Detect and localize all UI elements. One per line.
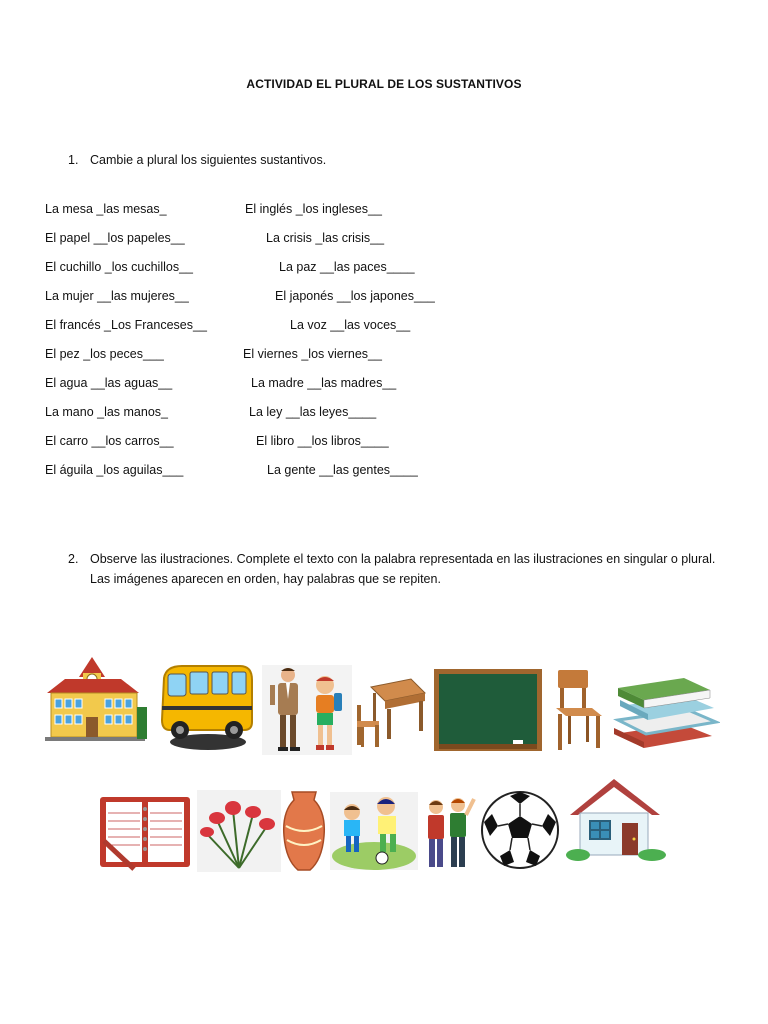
exercise-left-8: La mano _las manos_ [45, 405, 168, 419]
instruction-1 [68, 150, 728, 170]
exercise-right-9: El libro __los libros____ [256, 434, 389, 448]
books-icon [612, 672, 720, 750]
exercise-left-7: El agua __las aguas__ [45, 376, 173, 390]
school-bus-icon [156, 660, 256, 752]
exercise-right-4: El japonés __los japones___ [275, 289, 435, 303]
desk-icon [355, 675, 427, 751]
exercise-left-6: El pez _los peces___ [45, 347, 164, 361]
exercise-right-8: La ley __las leyes____ [249, 405, 377, 419]
exercise-left-10: El águila _los aguilas___ [45, 463, 184, 477]
vase-icon [282, 790, 326, 872]
exercise-left-1: La mesa _las mesas_ [45, 202, 167, 216]
school-icon [45, 655, 150, 743]
exercise-left-9: El carro __los carros__ [45, 434, 174, 448]
friends-icon [418, 795, 478, 873]
teacher-student-icon [262, 665, 352, 755]
exercise-right-6: El viernes _los viernes__ [243, 347, 382, 361]
notebook-icon [98, 795, 192, 873]
instruction-number: 2. [68, 552, 79, 566]
house-icon [566, 775, 670, 861]
children-playing-icon [330, 792, 418, 870]
flowers-icon [197, 790, 281, 872]
instruction-text-line2: Las imágenes aparecen en orden, hay palabras que se repiten. [90, 572, 441, 586]
instruction-number: 1. [68, 153, 79, 167]
exercise-left-4: La mujer __las mujeres__ [45, 289, 189, 303]
exercise-right-3: La paz __las paces____ [279, 260, 415, 274]
chair-icon [552, 668, 604, 752]
exercise-left-5: El francés _Los Franceses__ [45, 318, 207, 332]
soccer-ball-icon [480, 790, 560, 870]
exercise-right-7: La madre __las madres__ [251, 376, 397, 390]
exercise-right-2: La crisis _las crisis__ [266, 231, 385, 245]
instruction-text-line1: Observe las ilustraciones. Complete el texto con la palabra representada en las ilustraciones en singular o plural. [90, 552, 716, 566]
exercise-right-1: El inglés _los ingleses__ [245, 202, 382, 216]
chalkboard-icon [433, 668, 543, 752]
instruction-2 [68, 549, 728, 589]
exercise-left-3: El cuchillo _los cuchillos__ [45, 260, 193, 274]
instruction-text: Cambie a plural los siguientes sustantivos. [90, 153, 327, 167]
exercise-left-2: El papel __los papeles__ [45, 231, 185, 245]
page-title: ACTIVIDAD EL PLURAL DE LOS SUSTANTIVOS [246, 77, 522, 91]
exercise-right-5: La voz __las voces__ [290, 318, 411, 332]
exercise-right-10: La gente __las gentes____ [267, 463, 418, 477]
